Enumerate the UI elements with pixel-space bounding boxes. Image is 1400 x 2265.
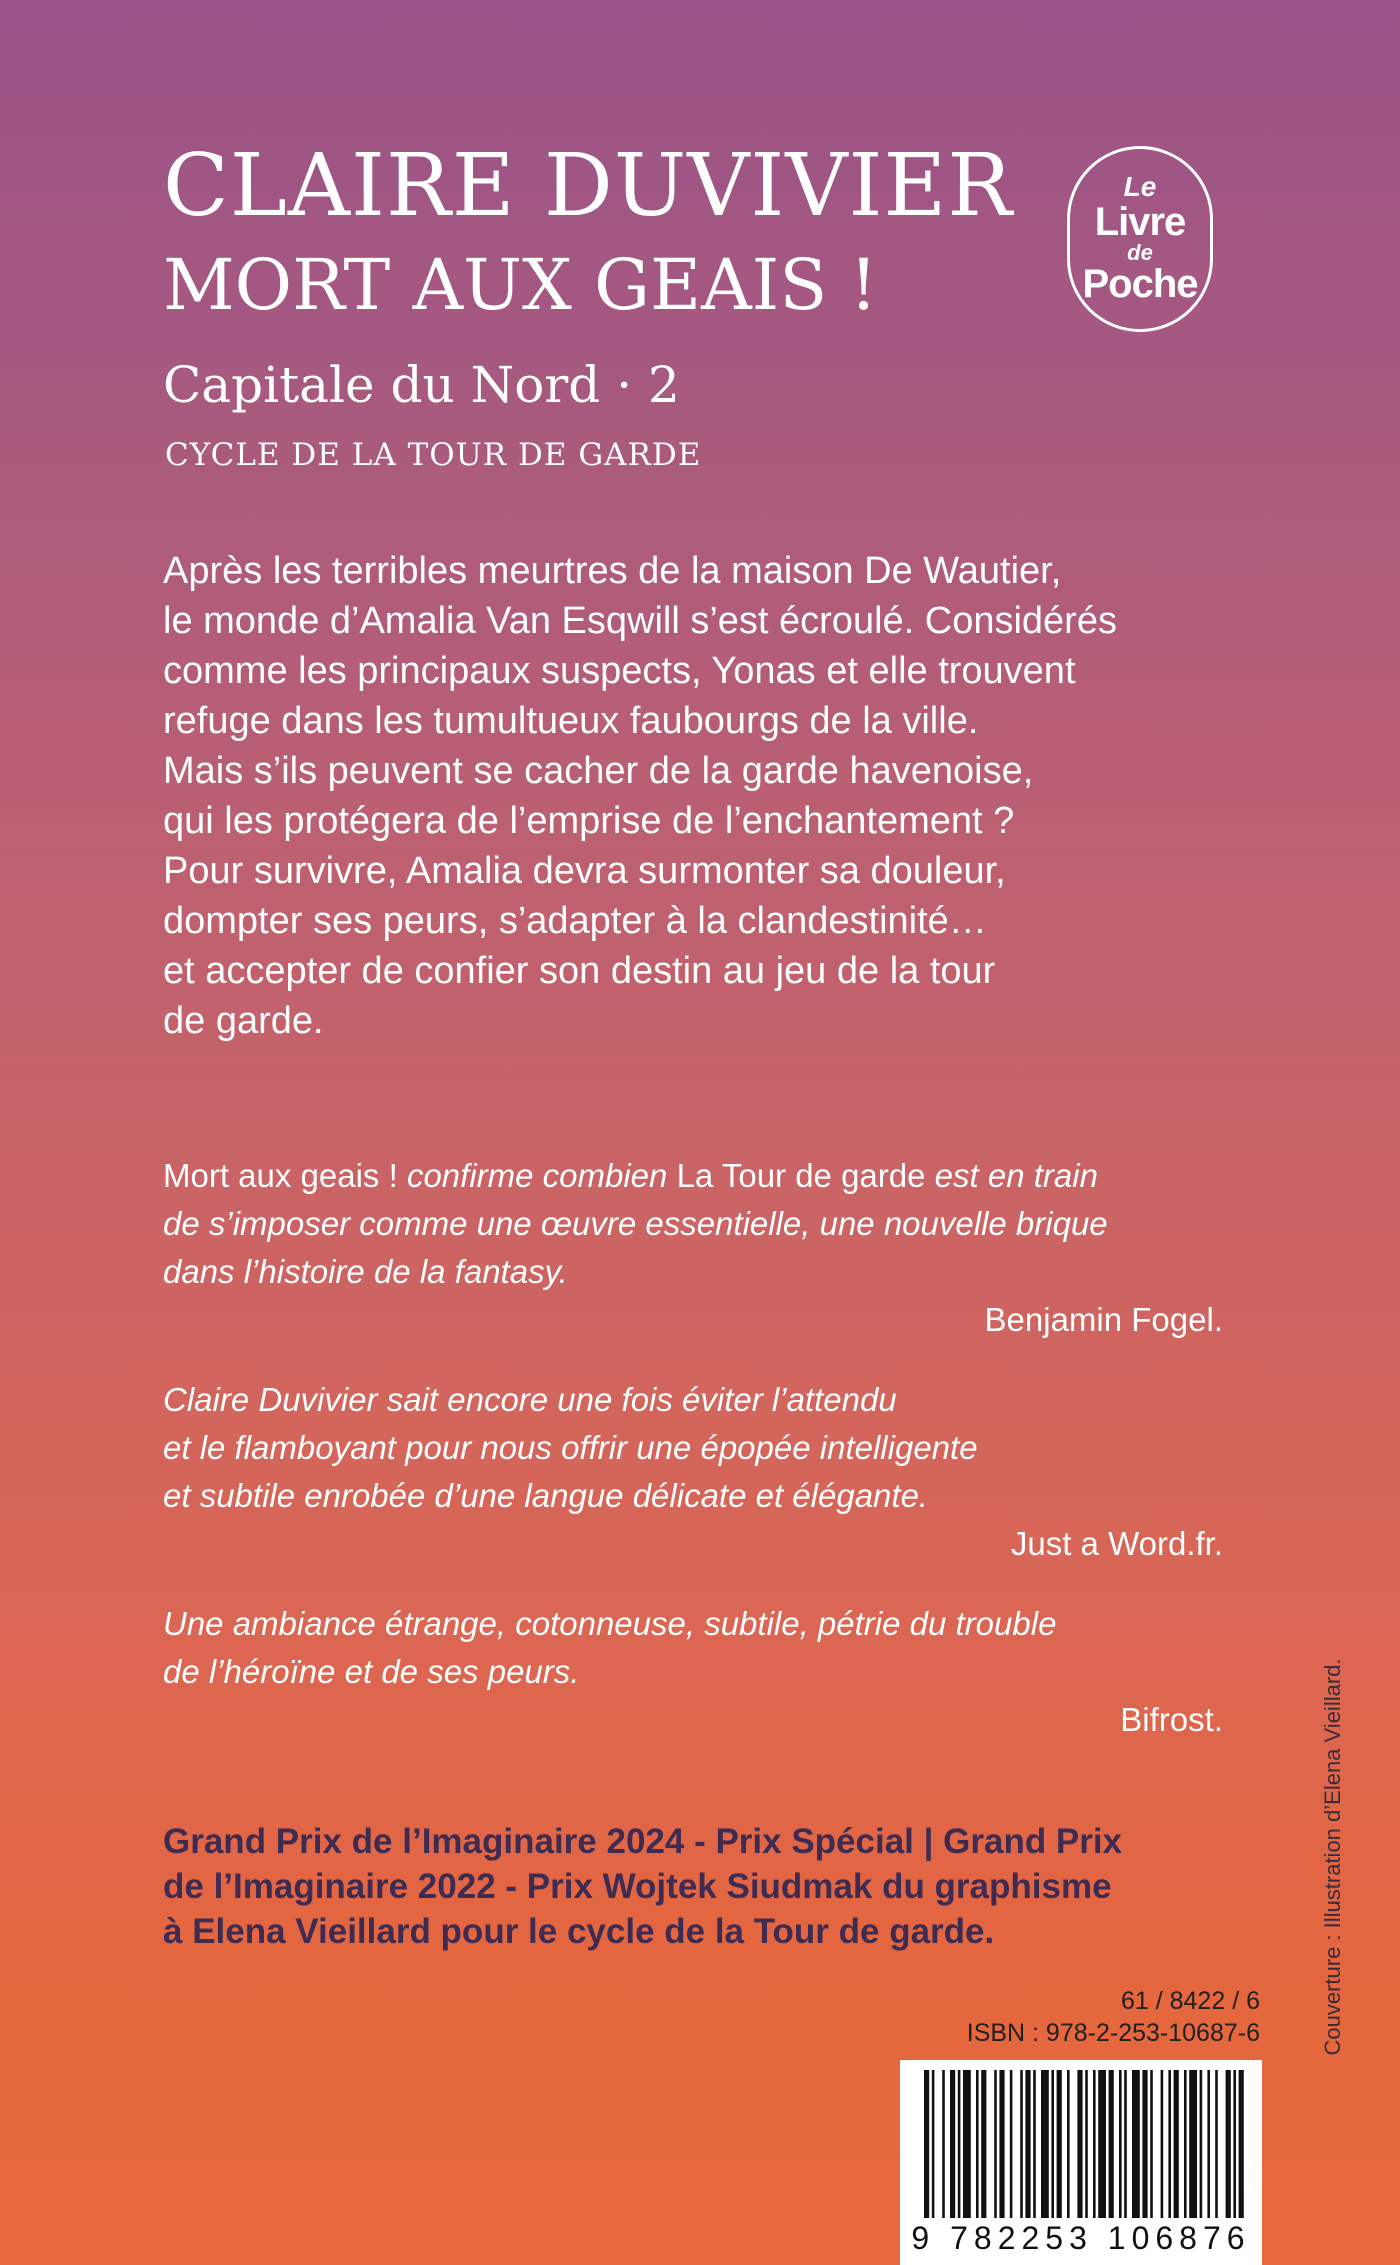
blurb-summary: [163, 546, 1253, 1046]
barcode-bar: [994, 2070, 997, 2218]
summary-line: comme les principaux suspects, Yonas et elle trouvent: [163, 650, 1076, 692]
barcode-bar: [1189, 2070, 1197, 2218]
awards-text: [163, 1819, 1243, 1954]
summary-line: refuge dans les tumultueux faubourgs de la ville.: [163, 700, 979, 742]
barcode-bar: [999, 2070, 1004, 2218]
barcode-bar: [1150, 2070, 1153, 2218]
barcode-bar: [1119, 2070, 1122, 2218]
review-quote-1: [163, 1152, 1223, 1344]
barcode-bar: [924, 2070, 929, 2218]
quote-line: Une ambiance étrange, cotonneuse, subtile, pétrie du trouble: [163, 1605, 1057, 1642]
quote-line: et subtile enrobée d’une langue délicate et élégante.: [163, 1477, 929, 1514]
barcode-digits: 9 782253 106876: [911, 2220, 1251, 2256]
cover-credit: Couverture : Illustration d’Elena Vieillard.: [1320, 1658, 1345, 2056]
summary-line: le monde d’Amalia Van Esqwill s’est écroulé. Considérés: [163, 600, 1117, 642]
isbn-text: ISBN : 978-2-253-10687-6: [966, 2019, 1260, 2047]
summary-line: Pour survivre, Amalia devra surmonter sa douleur,: [163, 850, 1006, 892]
quote-source: Bifrost.: [1120, 1701, 1223, 1738]
summary-line: Après les terribles meurtres de la maison De Wautier,: [163, 550, 1062, 592]
barcode-bar: [1124, 2070, 1127, 2218]
barcode-bar: [1161, 2070, 1164, 2218]
barcode-bar: [932, 2070, 935, 2218]
quote-line: dans l’histoire de la fantasy.: [163, 1253, 568, 1290]
barcode-bar: [1033, 2070, 1036, 2218]
barcode-bar: [1057, 2070, 1062, 2218]
barcode-bar: [1207, 2070, 1210, 2218]
quote-segment: est en train: [934, 1157, 1098, 1194]
awards-line: Grand Prix de l’Imaginaire 2024 - Prix Spécial | Grand Prix: [163, 1822, 1123, 1861]
quote-segment: confirme combien: [406, 1157, 677, 1194]
barcode-bar: [981, 2070, 986, 2218]
cycle-name: CYCLE DE LA TOUR DE GARDE: [165, 437, 702, 473]
review-quote-3: [163, 1600, 1223, 1744]
logo-line-4: Poche: [1082, 262, 1198, 306]
barcode-bar: [1174, 2070, 1179, 2218]
author-name: CLAIRE DUVIVIER: [163, 136, 1013, 236]
barcode-bar: [1184, 2070, 1187, 2218]
quote-line: Claire Duvivier sait encore une fois éviter l’attendu: [163, 1381, 897, 1418]
barcode-bar: [942, 2070, 945, 2218]
barcode-bar: [1226, 2070, 1231, 2218]
barcode-bar: [1132, 2070, 1140, 2218]
quote-segment: Mort aux geais !: [163, 1157, 407, 1194]
barcode-bar: [976, 2070, 979, 2218]
summary-line: qui les protégera de l’emprise de l’enchantement ?: [163, 800, 1015, 842]
awards-line: à Elena Vieillard pour le cycle de la Tour de garde.: [163, 1912, 995, 1951]
barcode-bar: [1067, 2070, 1070, 2218]
quote-line: de l’héroïne et de ses peurs.: [163, 1653, 580, 1690]
review-quote-2: [163, 1376, 1223, 1568]
barcode-bar: [963, 2070, 971, 2218]
barcode-bar: [1041, 2070, 1049, 2218]
catalog-code: 61 / 8422 / 6: [1120, 1987, 1260, 2015]
summary-line: de garde.: [163, 1000, 324, 1042]
barcode-bar: [958, 2070, 961, 2218]
publisher-logo: [1067, 146, 1213, 332]
barcode-bar: [1142, 2070, 1147, 2218]
book-title: MORT AUX GEAIS !: [163, 244, 878, 326]
barcode-bar: [1077, 2070, 1082, 2218]
quote-line: [163, 1152, 1223, 1200]
barcode-bar: [1239, 2070, 1244, 2218]
quote-segment: La Tour de garde: [676, 1157, 935, 1194]
barcode-bar: [1093, 2070, 1096, 2218]
quote-line: et le flamboyant pour nous offrir une épopée intelligente: [163, 1429, 978, 1466]
quote-source: Benjamin Fogel.: [984, 1301, 1223, 1338]
awards-line: de l’Imaginaire 2022 - Prix Wojtek Siudmak du graphisme: [163, 1867, 1112, 1906]
summary-line: et accepter de confier son destin au jeu de la tour: [163, 950, 996, 992]
barcode-bars: [900, 2060, 1262, 2220]
logo-line-2: Livre: [1094, 200, 1186, 244]
barcode-bar: [1109, 2070, 1114, 2218]
barcode-bar: [1051, 2070, 1054, 2218]
series-name: Capitale du Nord · 2: [163, 356, 680, 414]
barcode-bar: [1215, 2070, 1218, 2218]
barcode-bar: [1020, 2070, 1023, 2218]
summary-line: dompter ses peurs, s’adapter à la clandestinité…: [163, 900, 987, 942]
barcode-bar: [1200, 2070, 1203, 2218]
barcode-bar: [1168, 2070, 1171, 2218]
barcode: [900, 2060, 1262, 2265]
barcode-bar: [1098, 2070, 1106, 2218]
quote-source: Just a Word.fr.: [1010, 1525, 1223, 1562]
barcode-bar: [1010, 2070, 1013, 2218]
summary-line: Mais s’ils peuvent se cacher de la garde havenoise,: [163, 750, 1034, 792]
barcode-bar: [1085, 2070, 1088, 2218]
logo-line-3: de: [1127, 240, 1153, 265]
logo-line-1: Le: [1123, 171, 1157, 202]
quote-line: de s’imposer comme une œuvre essentielle, une nouvelle brique: [163, 1205, 1108, 1242]
barcode-bar: [950, 2070, 955, 2218]
barcode-bar: [1233, 2070, 1236, 2218]
barcode-bar: [1025, 2070, 1030, 2218]
